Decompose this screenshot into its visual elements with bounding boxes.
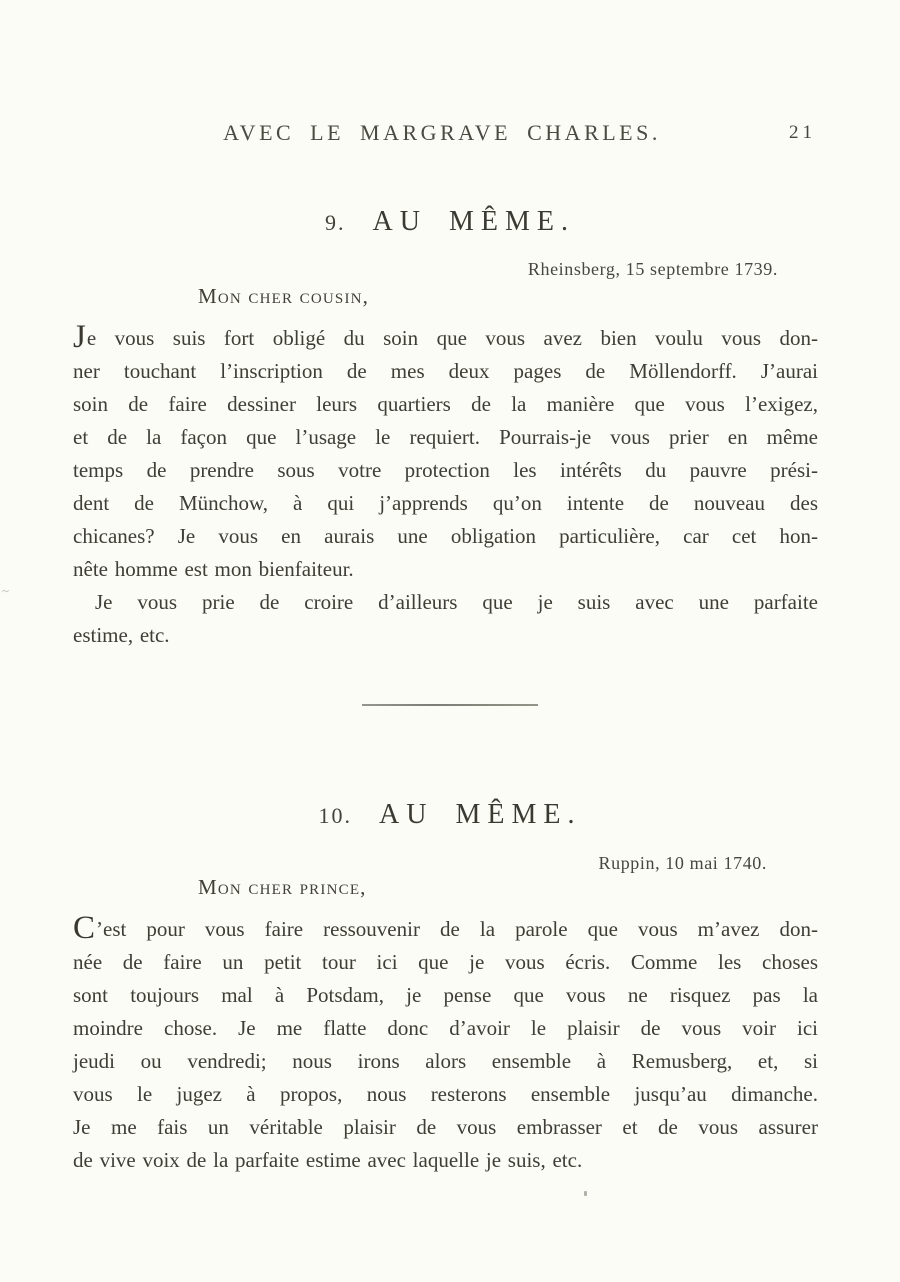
text-line: Je me fais un véritable plaisir de vous embrasser et de vous assurer: [73, 1115, 818, 1139]
running-header-title: AVEC LE MARGRAVE CHARLES.: [223, 120, 661, 145]
letter-heading: [0, 799, 900, 831]
scan-artifact-dot: [584, 1191, 587, 1196]
letter-number: 10.: [318, 803, 353, 828]
letter-dateline: Ruppin, 10 mai 1740.: [598, 853, 767, 873]
text-line: sont toujours mal à Potsdam, je pense que vous ne risquez pas la: [73, 983, 818, 1007]
text-line: estime, etc.: [73, 623, 170, 647]
text-line: vous le jugez à propos, nous resterons ensemble jusqu’au dimanche.: [73, 1082, 818, 1106]
text-line: jeudi ou vendredi; nous irons alors ensemble à Remusberg, et, si: [73, 1049, 818, 1073]
section-divider: [362, 704, 538, 706]
text-line: soin de faire dessiner leurs quartiers de la manière que vous l’exigez,: [73, 392, 818, 416]
scan-artifact-tilde: ~: [2, 583, 10, 598]
letter-salutation: Mon cher cousin,: [198, 284, 370, 308]
text-line: temps de prendre sous votre protection les intérêts du pauvre prési-: [73, 458, 818, 482]
text-line: dent de Münchow, à qui j’apprends qu’on intente de nouveau des: [73, 491, 818, 515]
text-line: née de faire un petit tour ici que je vous écris. Comme les choses: [73, 950, 818, 974]
drop-cap-initial: C: [73, 910, 96, 946]
letter-body: [73, 319, 818, 652]
text-line: de vive voix de la parfaite estime avec laquelle je suis, etc.: [73, 1148, 583, 1172]
letter-dateline: Rheinsberg, 15 septembre 1739.: [527, 259, 778, 279]
text-line: et de la façon que l’usage le requiert. Pourrais-je vous prier en même: [73, 425, 818, 449]
text-line: moindre chose. Je me flatte donc d’avoir le plaisir de vous voir ici: [73, 1016, 818, 1040]
text-line: Je vous prie de croire d’ailleurs que je suis avec une parfaite: [95, 590, 818, 614]
text-line: chicanes? Je vous en aurais une obligation particulière, car cet hon-: [73, 524, 818, 548]
letter-title: AU MÊME.: [379, 799, 582, 830]
text-line: C’est pour vous faire ressouvenir de la parole que vous m’avez don-: [73, 910, 818, 946]
letter-body: [73, 910, 818, 1177]
letter-title: AU MÊME.: [372, 206, 575, 237]
letter-number: 9.: [325, 210, 346, 235]
text-line: Je vous suis fort obligé du soin que vous avez bien voulu vous don-: [73, 319, 818, 355]
text-line: nête homme est mon bienfaiteur.: [73, 557, 354, 581]
letter-salutation: Mon cher prince,: [198, 875, 367, 899]
drop-cap-initial: J: [73, 319, 86, 355]
text-line: ner touchant l’inscription de mes deux pages de Möllendorff. J’aurai: [73, 359, 818, 383]
letter-heading: [0, 206, 900, 238]
page-number: 21: [789, 122, 816, 143]
